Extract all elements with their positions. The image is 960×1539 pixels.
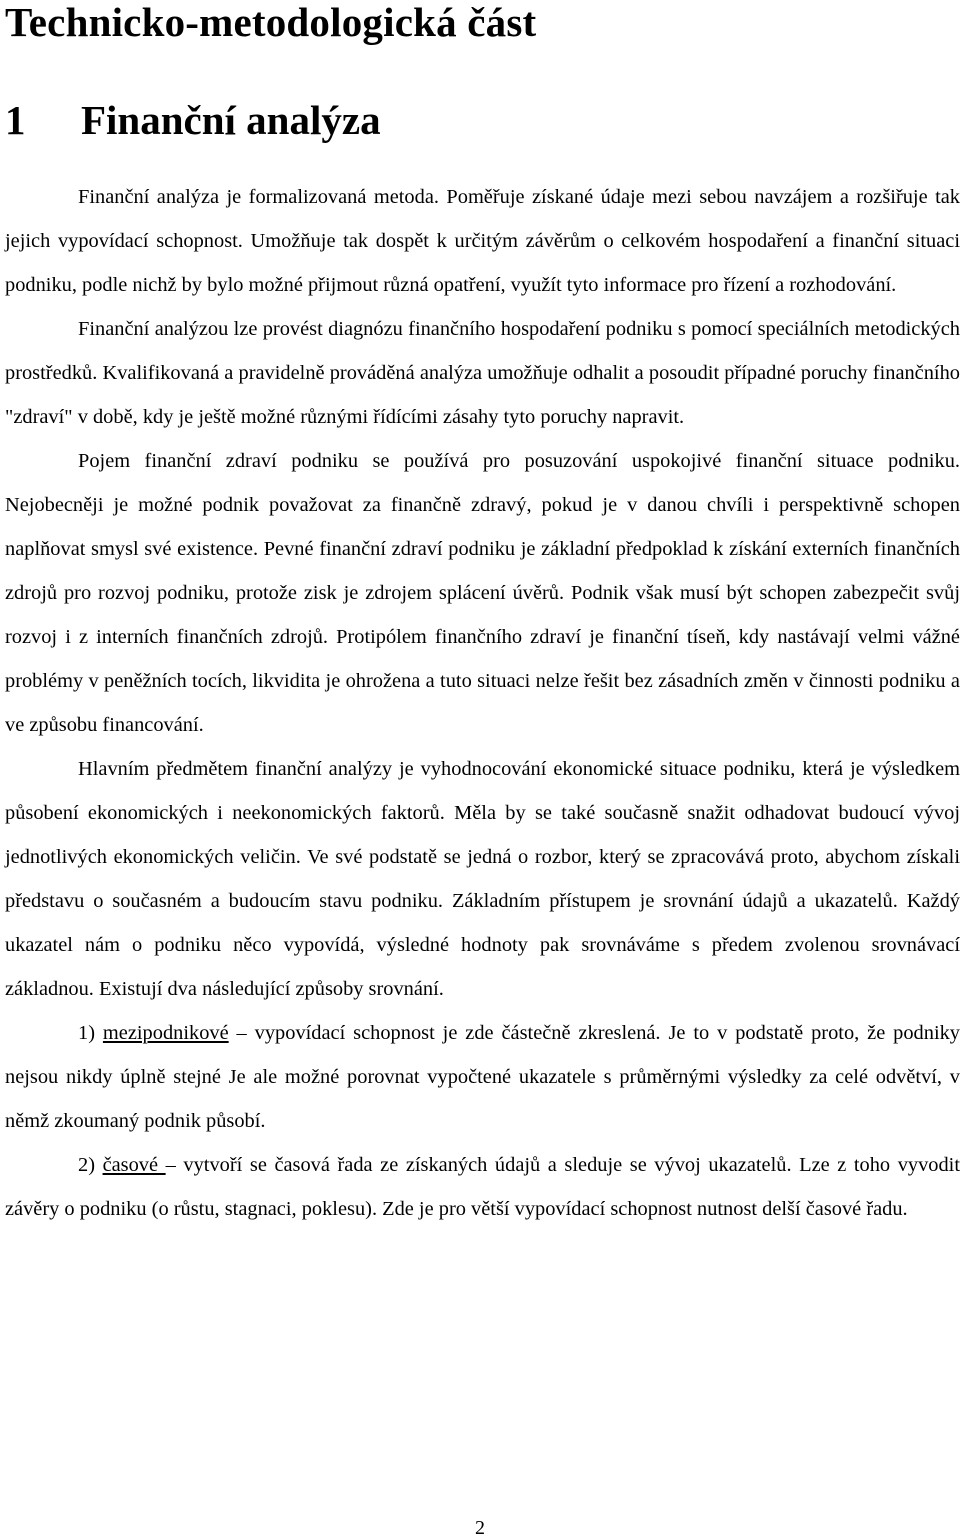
- page-number: 2: [475, 1517, 485, 1539]
- body-text: [5, 175, 960, 1231]
- document-title: Technicko-metodologická část: [5, 0, 537, 45]
- item-term: mezipodnikové: [102, 1022, 229, 1044]
- paragraph: Hlavním předmětem finanční analýzy je vyhodnocování ekonomické situace podniku, která je výsledkem působení ekonomických i neekonomických faktorů. Měla by se také současně snažit odhadovat budoucí vývoj jednotlivých ekonomických veličin. Ve své podstatě se jedná o rozbor, který se zpracovává proto, abychom získali představu o současném a budoucím stavu podniku. Základním přístupem je srovnání údajů a ukazatelů. Každý ukazatel nám o podniku něco vypovídá, výsledné hodnoty pak srovnáváme s předem zvolenou srovnávací základnou. Existují dva následující způsoby srovnání.: [5, 758, 960, 1000]
- chapter-number: 1: [5, 97, 26, 143]
- comparison-item: [5, 1143, 960, 1231]
- paragraph: Finanční analýza je formalizovaná metoda. Poměřuje získané údaje mezi sebou navzájem a rozšiřuje tak jejich vypovídací schopnost. Umožňuje tak dospět k určitým závěrům o celkovém hospodaření a finanční situaci podniku, podle nichž by bylo možné přijmout různá opatření, využít tyto informace pro řízení a rozhodování.: [5, 186, 960, 296]
- comparison-item: [5, 1011, 960, 1143]
- item-marker: 2): [78, 1154, 95, 1176]
- item-marker: 1): [78, 1022, 95, 1044]
- paragraph: Pojem finanční zdraví podniku se používá pro posuzování uspokojivé finanční situace podniku. Nejobecněji je možné podnik považovat za finančně zdravý, pokud je v danou chvíli i perspektivně schopen naplňovat smysl své existence. Pevné finanční zdraví podniku je základní předpoklad k získání externích finančních zdrojů pro rozvoj podniku, protože zisk je zdrojem splácení úvěrů. Podnik však musí být schopen zabezpečit svůj rozvoj i z interních finančních zdrojů. Protipólem finančního zdraví je finanční tíseň, kdy nastávají velmi vážné problémy v peněžních tocích, likvidita je ohrožena a tuto situaci nelze řešit bez zásadních změn v činnosti podniku a ve způsobu financování.: [5, 450, 960, 736]
- chapter-heading: [5, 98, 381, 142]
- item-term: časové: [102, 1154, 166, 1176]
- item-text: – vypovídací schopnost je zde částečně zkreslená. Je to v podstatě proto, že podniky nejsou nikdy úplně stejné Je ale možné porovnat vypočtené ukazatele s průměrnými výsledky za celé odvětví, v němž zkoumaný podnik působí.: [5, 1022, 960, 1132]
- chapter-title: Finanční analýza: [81, 97, 381, 143]
- paragraph: Finanční analýzou lze provést diagnózu finančního hospodaření podniku s pomocí speciálních metodických prostředků. Kvalifikovaná a pravidelně prováděná analýza umožňuje odhalit a posoudit případné poruchy finančního "zdraví" v době, kdy je ještě možné různými řídícími zásahy tyto poruchy napravit.: [5, 318, 960, 428]
- item-text: – vytvoří se časová řada ze získaných údajů a sleduje se vývoj ukazatelů. Lze z toho vyvodit závěry o podniku (o růstu, stagnaci, poklesu). Zde je pro větší vypovídací schopnost nutnost delší časové řadu.: [5, 1154, 960, 1220]
